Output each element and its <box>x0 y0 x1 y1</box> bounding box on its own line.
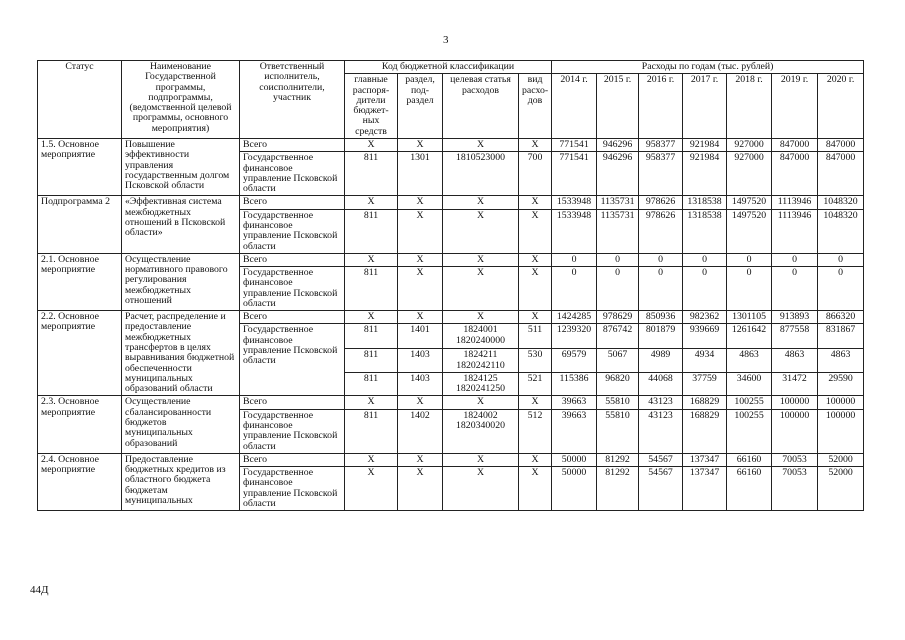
expense-value-cell: 771541 <box>552 138 597 151</box>
type-cell: 530 <box>519 349 552 373</box>
expense-value-cell: 1424285 <box>552 311 597 324</box>
target-code: X <box>476 209 485 221</box>
header-budget-code: Код бюджетной классификации <box>345 61 552 74</box>
target-code: X <box>476 267 485 279</box>
expense-value-cell: 34600 <box>727 372 772 396</box>
program-name-cell: «Эффективная система межбюджетных отношений в Псковской области» <box>122 196 240 253</box>
target-code: 1824211 <box>463 349 498 361</box>
expense-value-cell: 847000 <box>818 138 864 151</box>
target-code: 1824125 <box>463 372 498 384</box>
section-cell: 1403 <box>398 372 443 396</box>
grbs-cell: 811 <box>345 372 398 396</box>
header-section: раздел, под-раздел <box>398 74 443 139</box>
header-expenses: Расходы по годам (тыс. рублей) <box>552 61 864 74</box>
target-code: X <box>476 467 485 479</box>
header-name: Наименование Государственной программы, подпрограммы, (ведомственной целевой программы, основного мероприятия) <box>122 61 240 139</box>
grbs-cell: 811 <box>345 409 398 453</box>
expense-value-cell: 137347 <box>683 467 727 511</box>
type-cell: X <box>519 396 552 409</box>
expense-value-cell: 0 <box>772 253 818 266</box>
section-cell: 1301 <box>398 152 443 196</box>
target-code: X <box>476 396 485 408</box>
expense-value-cell: 43123 <box>639 409 683 453</box>
expense-value-cell: 978629 <box>597 311 639 324</box>
expense-value-cell: 100000 <box>818 409 864 453</box>
expense-value-cell: 1113946 <box>772 209 818 253</box>
expense-value-cell: 44068 <box>639 372 683 396</box>
expense-value-cell: 69579 <box>552 349 597 373</box>
expense-value-cell: 946296 <box>597 152 639 196</box>
grbs-cell: X <box>345 467 398 511</box>
expense-value-cell: 1261642 <box>727 324 772 349</box>
executor-cell: Всего <box>240 196 345 209</box>
grbs-cell: X <box>345 253 398 266</box>
expense-value-cell: 0 <box>552 253 597 266</box>
expense-value-cell: 0 <box>683 253 727 266</box>
expense-value-cell: 100255 <box>727 409 772 453</box>
executor-cell: Всего <box>240 311 345 324</box>
header-year: 2019 г. <box>772 74 818 139</box>
target-code: 1824001 <box>463 324 498 336</box>
expense-value-cell: 927000 <box>727 152 772 196</box>
expense-value-cell: 50000 <box>552 467 597 511</box>
expense-value-cell: 100000 <box>772 409 818 453</box>
expense-value-cell: 1301105 <box>727 311 772 324</box>
target-code: 1820242110 <box>456 359 505 371</box>
expense-value-cell: 0 <box>597 253 639 266</box>
section-cell: 1403 <box>398 349 443 373</box>
expense-value-cell: 70053 <box>772 467 818 511</box>
target-code: X <box>476 453 485 465</box>
status-cell: 2.2. Основное мероприятие <box>38 311 122 396</box>
expense-value-cell: 50000 <box>552 453 597 466</box>
grbs-cell: 811 <box>345 267 398 311</box>
grbs-cell: X <box>345 196 398 209</box>
target-cell <box>443 267 519 311</box>
expense-value-cell: 866320 <box>818 311 864 324</box>
expense-value-cell: 939669 <box>683 324 727 349</box>
target-cell <box>443 311 519 324</box>
header-year: 2016 г. <box>639 74 683 139</box>
expense-value-cell: 31472 <box>772 372 818 396</box>
grbs-cell: X <box>345 311 398 324</box>
status-cell: 2.1. Основное мероприятие <box>38 253 122 310</box>
program-name-cell: Осуществление нормативного правового регулирования межбюджетных отношений <box>122 253 240 310</box>
expense-value-cell: 39663 <box>552 409 597 453</box>
section-cell: X <box>398 396 443 409</box>
expense-value-cell: 81292 <box>597 467 639 511</box>
footer-code: 44Д <box>30 584 49 596</box>
expense-value-cell: 1113946 <box>772 196 818 209</box>
executor-cell: Государственное финансовое управление Псковской области <box>240 267 345 311</box>
type-cell: X <box>519 209 552 253</box>
expense-value-cell: 4863 <box>818 349 864 373</box>
section-cell: X <box>398 311 443 324</box>
expense-value-cell: 771541 <box>552 152 597 196</box>
expense-value-cell: 0 <box>727 267 772 311</box>
table-row <box>38 453 864 466</box>
program-name-cell: Расчет, распределение и предоставление межбюджетных трансфертов в целях выравнивания бюджетной обеспеченности муниципальных образований области <box>122 311 240 396</box>
expense-value-cell: 52000 <box>818 467 864 511</box>
header-executor: Ответственный исполнитель, соисполнители, участник <box>240 61 345 139</box>
target-cell <box>443 396 519 409</box>
expense-value-cell: 1533948 <box>552 196 597 209</box>
table-row <box>38 253 864 266</box>
target-cell <box>443 196 519 209</box>
grbs-cell: 811 <box>345 152 398 196</box>
expense-value-cell: 100255 <box>727 396 772 409</box>
type-cell: 511 <box>519 324 552 349</box>
expense-value-cell: 831867 <box>818 324 864 349</box>
section-cell: 1401 <box>398 324 443 349</box>
expense-value-cell: 81292 <box>597 453 639 466</box>
expense-value-cell: 66160 <box>727 467 772 511</box>
type-cell: 521 <box>519 372 552 396</box>
expense-value-cell: 43123 <box>639 396 683 409</box>
section-cell: X <box>398 453 443 466</box>
target-cell <box>443 152 519 196</box>
section-cell: X <box>398 196 443 209</box>
header-year: 2015 г. <box>597 74 639 139</box>
grbs-cell: X <box>345 453 398 466</box>
type-cell: X <box>519 138 552 151</box>
expense-value-cell: 847000 <box>772 138 818 151</box>
header-year: 2017 г. <box>683 74 727 139</box>
expense-value-cell: 0 <box>818 267 864 311</box>
header-year: 2020 г. <box>818 74 864 139</box>
expense-value-cell: 0 <box>683 267 727 311</box>
header-grbs: главные распоря-дители бюджет-ных средств <box>345 74 398 139</box>
expense-value-cell: 70053 <box>772 453 818 466</box>
target-code: 1820241250 <box>456 383 505 395</box>
type-cell: X <box>519 453 552 466</box>
expense-value-cell: 921984 <box>683 138 727 151</box>
type-cell: X <box>519 267 552 311</box>
expense-value-cell: 958377 <box>639 138 683 151</box>
executor-cell: Всего <box>240 453 345 466</box>
section-cell: X <box>398 253 443 266</box>
expense-value-cell: 1318538 <box>683 209 727 253</box>
expense-value-cell: 1135731 <box>597 209 639 253</box>
expense-value-cell: 1318538 <box>683 196 727 209</box>
grbs-cell: 811 <box>345 209 398 253</box>
grbs-cell: X <box>345 396 398 409</box>
target-code: X <box>476 196 485 208</box>
expense-value-cell: 4934 <box>683 349 727 373</box>
expense-value-cell: 946296 <box>597 138 639 151</box>
status-cell: 1.5. Основное мероприятие <box>38 138 122 195</box>
header-target: целевая статья расходов <box>443 74 519 139</box>
expense-value-cell: 927000 <box>727 138 772 151</box>
type-cell: X <box>519 311 552 324</box>
expense-value-cell: 921984 <box>683 152 727 196</box>
table-row <box>38 196 864 209</box>
expense-value-cell: 1497520 <box>727 209 772 253</box>
expense-value-cell: 958377 <box>639 152 683 196</box>
expense-value-cell: 847000 <box>818 152 864 196</box>
header-year: 2014 г. <box>552 74 597 139</box>
expense-value-cell: 0 <box>772 267 818 311</box>
expense-value-cell: 55810 <box>597 409 639 453</box>
expense-value-cell: 1048320 <box>818 209 864 253</box>
expense-value-cell: 0 <box>639 267 683 311</box>
section-cell: X <box>398 138 443 151</box>
expense-value-cell: 1239320 <box>552 324 597 349</box>
target-code: 1810523000 <box>456 152 505 164</box>
grbs-cell: 811 <box>345 349 398 373</box>
grbs-cell: X <box>345 138 398 151</box>
executor-cell: Всего <box>240 253 345 266</box>
expense-value-cell: 0 <box>818 253 864 266</box>
expense-value-cell: 801879 <box>639 324 683 349</box>
expense-value-cell: 1497520 <box>727 196 772 209</box>
type-cell: X <box>519 253 552 266</box>
expense-value-cell: 877558 <box>772 324 818 349</box>
executor-cell: Государственное финансовое управление Псковской области <box>240 467 345 511</box>
header-row-1 <box>38 61 864 74</box>
expense-value-cell: 115386 <box>552 372 597 396</box>
target-code: 1820240000 <box>456 334 505 346</box>
expense-value-cell: 4989 <box>639 349 683 373</box>
program-name-cell: Предоставление бюджетных кредитов из областного бюджета бюджетам муниципальных <box>122 453 240 510</box>
budget-table <box>37 60 864 511</box>
target-cell <box>443 453 519 466</box>
expense-value-cell: 0 <box>597 267 639 311</box>
executor-cell: Всего <box>240 138 345 151</box>
expense-value-cell: 66160 <box>727 453 772 466</box>
table-row <box>38 138 864 151</box>
expense-value-cell: 96820 <box>597 372 639 396</box>
target-cell <box>443 467 519 511</box>
target-cell <box>443 324 519 349</box>
expense-value-cell: 52000 <box>818 453 864 466</box>
type-cell: X <box>519 467 552 511</box>
table-body <box>38 138 864 510</box>
type-cell: X <box>519 196 552 209</box>
header-status: Статус <box>38 61 122 139</box>
expense-value-cell: 100000 <box>772 396 818 409</box>
program-name-cell: Повышение эффективности управления государственным долгом Псковской области <box>122 138 240 195</box>
expense-value-cell: 982362 <box>683 311 727 324</box>
target-code: X <box>476 311 485 323</box>
expense-value-cell: 0 <box>639 253 683 266</box>
target-cell <box>443 372 519 396</box>
executor-cell: Всего <box>240 396 345 409</box>
expense-value-cell: 0 <box>727 253 772 266</box>
expense-value-cell: 4863 <box>727 349 772 373</box>
target-cell <box>443 409 519 453</box>
program-name-cell: Осуществление сбалансированности бюджетов муниципальных образований <box>122 396 240 453</box>
expense-value-cell: 168829 <box>683 396 727 409</box>
expense-value-cell: 1533948 <box>552 209 597 253</box>
target-cell <box>443 253 519 266</box>
status-cell: Подпрограмма 2 <box>38 196 122 253</box>
expense-value-cell: 1135731 <box>597 196 639 209</box>
expense-value-cell: 4863 <box>772 349 818 373</box>
type-cell: 512 <box>519 409 552 453</box>
expense-value-cell: 54567 <box>639 453 683 466</box>
expense-value-cell: 100000 <box>818 396 864 409</box>
expense-value-cell: 5067 <box>597 349 639 373</box>
target-code: X <box>476 253 485 265</box>
type-cell: 700 <box>519 152 552 196</box>
section-cell: X <box>398 267 443 311</box>
target-cell <box>443 349 519 373</box>
target-code: X <box>476 138 485 150</box>
expense-value-cell: 55810 <box>597 396 639 409</box>
expense-value-cell: 168829 <box>683 409 727 453</box>
expense-value-cell: 876742 <box>597 324 639 349</box>
section-cell: 1402 <box>398 409 443 453</box>
expense-value-cell: 847000 <box>772 152 818 196</box>
expense-value-cell: 913893 <box>772 311 818 324</box>
executor-cell: Государственное финансовое управление Псковской области <box>240 409 345 453</box>
section-cell: X <box>398 209 443 253</box>
expense-value-cell: 850936 <box>639 311 683 324</box>
executor-cell: Государственное финансовое управление Псковской области <box>240 324 345 396</box>
expense-value-cell: 978626 <box>639 209 683 253</box>
expense-value-cell: 54567 <box>639 467 683 511</box>
expense-value-cell: 978626 <box>639 196 683 209</box>
table-row <box>38 396 864 409</box>
target-cell <box>443 138 519 151</box>
expense-value-cell: 39663 <box>552 396 597 409</box>
section-cell: X <box>398 467 443 511</box>
expense-value-cell: 29590 <box>818 372 864 396</box>
executor-cell: Государственное финансовое управление Псковской области <box>240 209 345 253</box>
table-row <box>38 311 864 324</box>
expense-value-cell: 1048320 <box>818 196 864 209</box>
status-cell: 2.4. Основное мероприятие <box>38 453 122 510</box>
expense-value-cell: 0 <box>552 267 597 311</box>
target-cell <box>443 209 519 253</box>
executor-cell: Государственное финансовое управление Псковской области <box>240 152 345 196</box>
target-code: 1820340020 <box>456 420 505 431</box>
status-cell: 2.3. Основное мероприятие <box>38 396 122 453</box>
page-number: 3 <box>443 34 449 46</box>
grbs-cell: 811 <box>345 324 398 349</box>
expense-value-cell: 137347 <box>683 453 727 466</box>
header-year: 2018 г. <box>727 74 772 139</box>
header-type: вид расхо-дов <box>519 74 552 139</box>
target-code: 1824002 <box>463 409 498 421</box>
expense-value-cell: 37759 <box>683 372 727 396</box>
